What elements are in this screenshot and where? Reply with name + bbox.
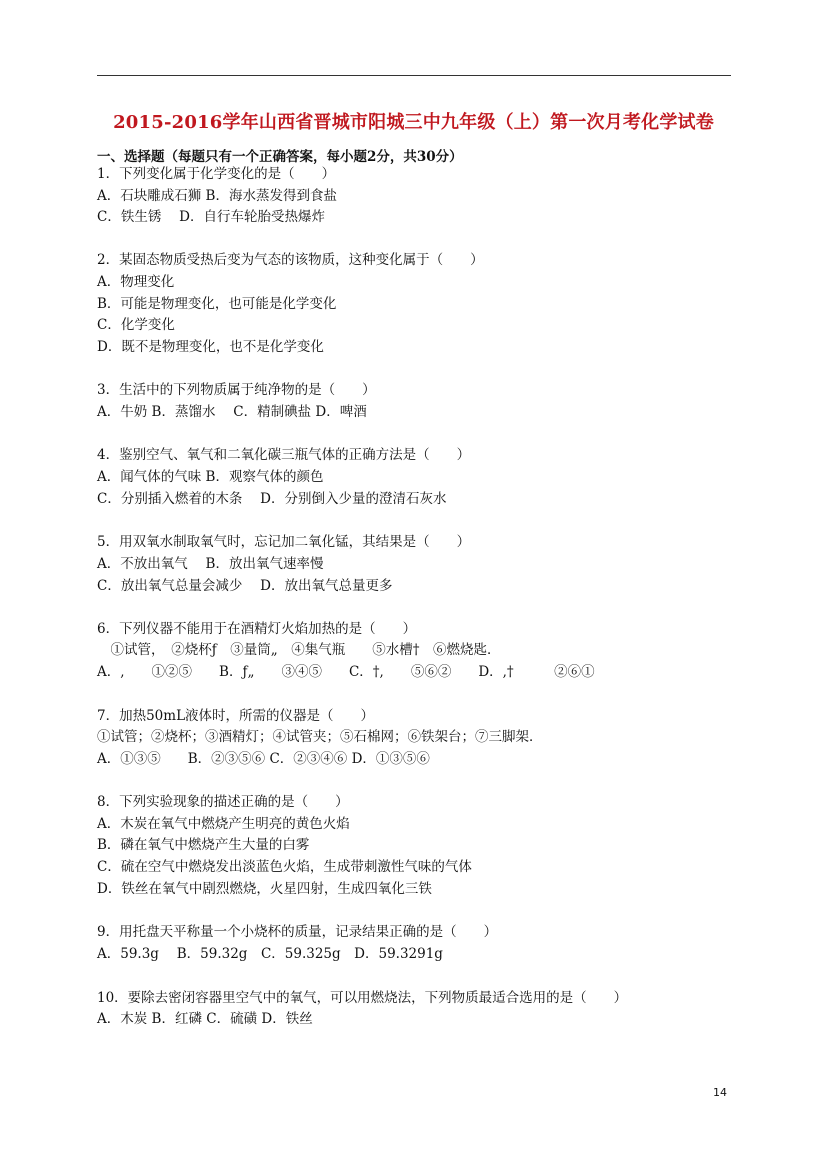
question-1-option-line: C．铁生锈 D．自行车轮胎受热爆炸 <box>97 209 325 225</box>
question-6-option-line: A．, ①②⑤ B．ƒ„ ③④⑤ C．†, ⑤⑥② D．,† ②⑥① <box>97 664 595 680</box>
question-8-stem: 8．下列实验现象的描述正确的是（ ） <box>97 794 349 810</box>
question-8-option-line: D．铁丝在氧气中剧烈燃烧，火星四射，生成四氧化三铁 <box>97 881 432 897</box>
question-2-option-line: C．化学变化 <box>97 317 175 333</box>
question-8-option-line: A．木炭在氧气中燃烧产生明亮的黄色火焰 <box>97 816 350 832</box>
question-2-option-line: D．既不是物理变化，也不是化学变化 <box>97 339 324 355</box>
question-1-stem: 1．下列变化属于化学变化的是（ ） <box>97 166 336 182</box>
question-7-item-line: ①试管；②烧杯；③酒精灯；④试管夹；⑤石棉网；⑥铁架台；⑦三脚架． <box>97 729 543 745</box>
question-6-stem: 6．下列仪器不能用于在酒精灯火焰加热的是（ ） <box>97 621 417 637</box>
question-5-stem: 5．用双氧水制取氧气时，忘记加二氧化锰，其结果是（ ） <box>97 534 471 550</box>
question-9-option-line: A．59.3g B．59.32g C．59.325g D．59.3291g <box>97 946 443 962</box>
question-5-option-line: A．不放出氧气 B．放出氧气速率慢 <box>97 556 324 572</box>
question-3-option-line: A．牛奶 B．蒸馏水 C．精制碘盐 D．啤酒 <box>97 404 367 420</box>
question-2-option-line: B．可能是物理变化，也可能是化学变化 <box>97 296 337 312</box>
question-2-stem: 2．某固态物质受热后变为气态的该物质，这种变化属于（ ） <box>97 252 484 268</box>
question-6-item-line: ①试管， ②烧杯ƒ ③量筒„ ④集气瓶 ⑤水槽† ⑥燃烧匙． <box>97 642 501 658</box>
question-2-option-line: A．物理变化 <box>97 274 175 290</box>
question-10-option-line: A．木炭 B．红磷 C．硫磺 D．铁丝 <box>97 1011 313 1027</box>
page-title: 2015-2016学年山西省晋城市阳城三中九年级（上）第一次月考化学试卷 <box>113 112 714 133</box>
question-8-option-line: C．硫在空气中燃烧发出淡蓝色火焰，生成带刺激性气味的气体 <box>97 859 472 875</box>
header-rule <box>97 75 731 76</box>
question-4-option-line: C．分别插入燃着的木条 D．分别倒入少量的澄清石灰水 <box>97 491 447 507</box>
page-number: 14 <box>713 1086 727 1099</box>
question-4-stem: 4．鉴别空气、氧气和二氧化碳三瓶气体的正确方法是（ ） <box>97 447 471 463</box>
question-7-option-line: A．①③⑤ B．②③⑤⑥ C．②③④⑥ D．①③⑤⑥ <box>97 751 430 767</box>
question-8-option-line: B．磷在氧气中燃烧产生大量的白雾 <box>97 837 310 853</box>
question-4-option-line: A．闻气体的气味 B．观察气体的颜色 <box>97 469 324 485</box>
question-1-option-line: A．石块雕成石狮 B．海水蒸发得到食盐 <box>97 188 337 204</box>
question-9-stem: 9．用托盘天平称量一个小烧杯的质量，记录结果正确的是（ ） <box>97 924 498 940</box>
question-3-stem: 3．生活中的下列物质属于纯净物的是（ ） <box>97 382 376 398</box>
question-5-option-line: C．放出氧气总量会减少 D．放出氧气总量更多 <box>97 578 393 594</box>
section-heading: 一、选择题（每题只有一个正确答案，每小题2分，共30分） <box>97 149 463 165</box>
question-7-stem: 7．加热50mL液体时，所需的仪器是（ ） <box>97 708 375 724</box>
question-10-stem: 10．要除去密闭容器里空气中的氧气，可以用燃烧法，下列物质最适合选用的是（ ） <box>97 990 628 1006</box>
